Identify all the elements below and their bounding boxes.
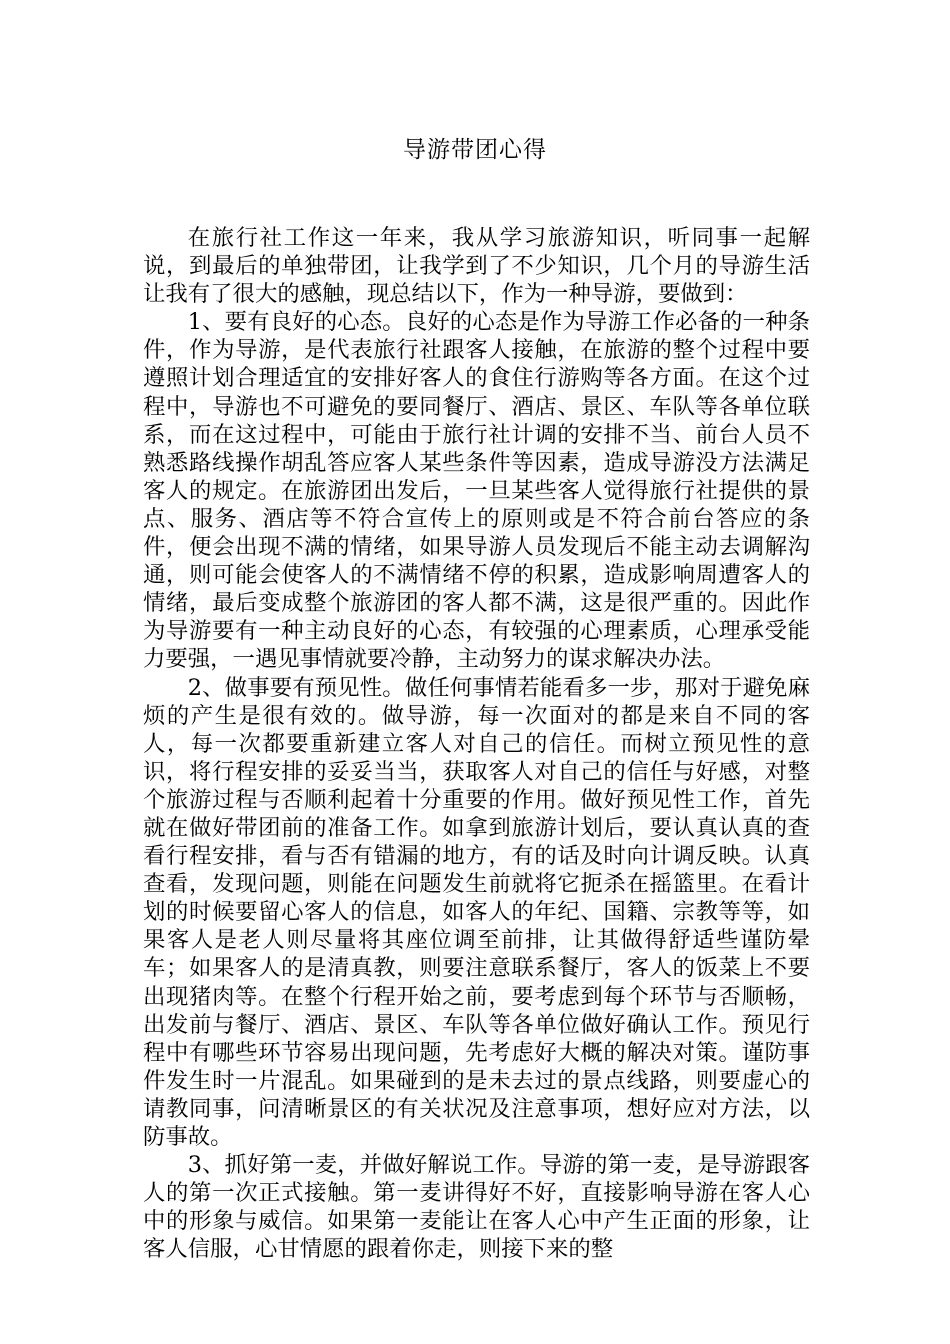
paragraph-point-2: 2、做事要有预见性。做任何事情若能看多一步，那对于避免麻烦的产生是很有效的。做导游，每一次面对的都是来自不同的客人，每一次都要重新建立客人对自己的信任。而树立预见性的意识，将行程安排的妥妥当当，获取客人对自己的信任与好感，对整个旅游过程与否顺利起着十分重要的作用。做好预见性工作，首先就在做好带团前的准备工作。如拿到旅游计划后，要认真认真的查看行程安排，看与否有错漏的地方，有的话及时向计调反映。认真查看，发现问题，则能在问题发生前就将它扼杀在摇篮里。在看计划的时候要留心客人的信息，如客人的年纪、国籍、宗教等等，如果客人是老人则尽量将其座位调至前排，让其做得舒适些谨防晕车；如果客人的是清真教，则要注意联系餐厅，客人的饭菜上不要出现猪肉等。在整个行程开始之前，要考虑到每个环节与否顺畅，出发前与餐厅、酒店、景区、车队等各单位做好确认工作。预见行程中有哪些环节容易出现问题，先考虑好大概的解决对策。谨防事件发生时一片混乱。如果碰到的是未去过的景点线路，则要虚心的请教同事，问清晰景区的有关状况及注意事项，想好应对方法，以防事故。 <box>143 674 810 1150</box>
paragraph-point-3: 3、抓好第一麦，并做好解说工作。导游的第一麦，是导游跟客人的第一次正式接触。第一麦讲得好不好，直接影响导游在客人心中的形象与威信。如果第一麦能让在客人心中产生正面的形象，让客人信服，心甘情愿的跟着你走，则接下来的整 <box>143 1152 810 1263</box>
document-title: 导游带团心得 <box>403 137 547 163</box>
document-body <box>143 224 810 1263</box>
paragraph-point-1: 1、要有良好的心态。良好的心态是作为导游工作必备的一种条件，作为导游，是代表旅行社跟客人接触，在旅游的整个过程中要遵照计划合理适宜的安排好客人的食住行游购等各方面。在这个过程中，导游也不可避免的要同餐厅、酒店、景区、车队等各单位联系，而在这过程中，可能由于旅行社计调的安排不当、前台人员不熟悉路线操作胡乱答应客人某些条件等因素，造成导游没方法满足客人的规定。在旅游团出发后，一旦某些客人觉得旅行社提供的景点、服务、酒店等不符合宣传上的原则或是不符合前台答应的条件，便会出现不满的情绪，如果导游人员发现后不能主动去调解沟通，则可能会使客人的不满情绪不停的积累，造成影响周遭客人的情绪，最后变成整个旅游团的客人都不满，这是很严重的。因此作为导游要有一种主动良好的心态，有较强的心理素质，心理承受能力要强，一遇见事情就要冷静，主动努力的谋求解决办法。 <box>143 309 810 673</box>
paragraph-intro: 在旅行社工作这一年来，我从学习旅游知识，听同事一起解说，到最后的单独带团，让我学到了不少知识，几个月的导游生活让我有了很大的感触，现总结以下，作为一种导游，要做到： <box>143 225 810 308</box>
